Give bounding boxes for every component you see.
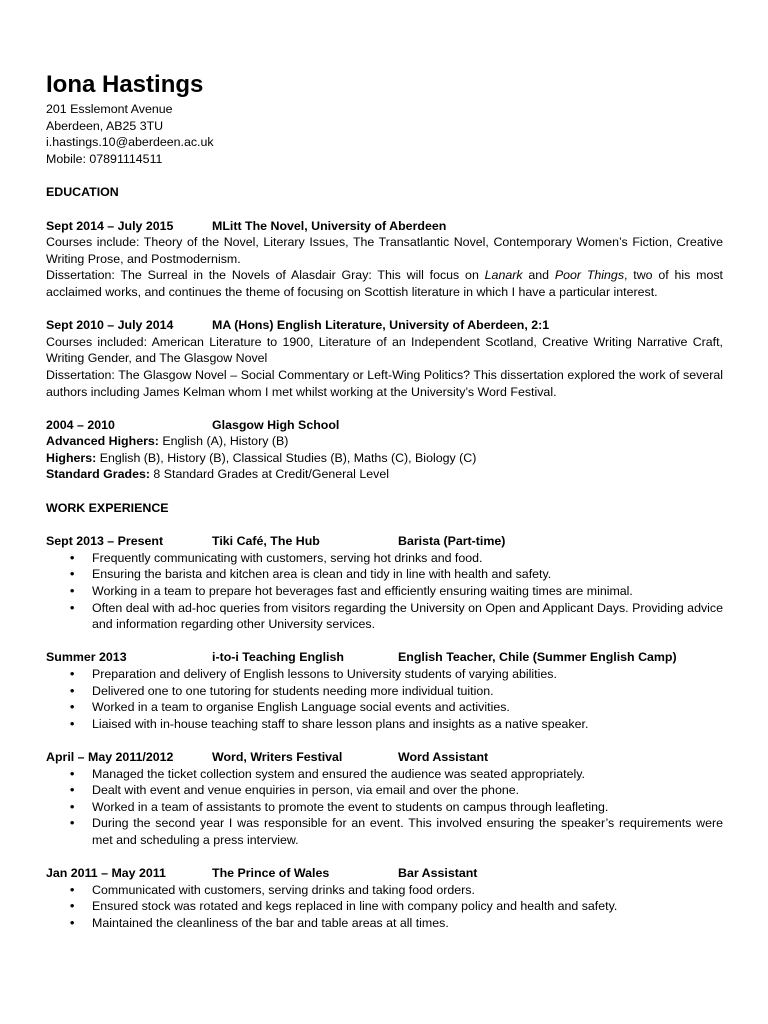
duty-list	[46, 550, 723, 633]
dissertation-text: , two of his most acclaimed works, and continues the theme of focusing on Scottish literature in which I have a particular interest.	[46, 268, 723, 299]
qualification-label: Highers:	[46, 450, 97, 465]
education-entry-ma	[46, 317, 723, 400]
list-item: • Often deal with ad-hoc queries from visitors regarding the University on Open and Applicant Days. Providing advice and information regarding other University services.	[46, 600, 723, 633]
entry-role: Barista (Part-time)	[398, 534, 506, 549]
qualification-grades: English (A), History (B)	[158, 434, 289, 449]
education-entry-school	[46, 417, 723, 483]
entry-header	[46, 533, 723, 550]
qualification-grades: 8 Standard Grades at Credit/General Level	[149, 467, 389, 482]
entry-degree: MLitt The Novel, University of Aberdeen	[212, 218, 447, 233]
list-item: • Ensured stock was rotated and kegs replaced in line with company policy and health and safety.	[46, 898, 723, 915]
entry-employer: i-to-i Teaching English	[212, 650, 344, 665]
entry-date: Sept 2013 – Present	[46, 534, 164, 549]
list-item: • Managed the ticket collection system and ensured the audience was seated appropriately.	[46, 766, 723, 783]
entry-date: Jan 2011 – May 2011	[46, 866, 166, 881]
highers	[46, 450, 723, 467]
address-line-2: Aberdeen, AB25 3TU	[46, 118, 164, 133]
work-experience-heading: WORK EXPERIENCE	[46, 501, 169, 516]
entry-header	[46, 865, 723, 882]
list-item: • Ensuring the barista and kitchen area is clean and tidy in line with health and safety.	[46, 566, 723, 583]
qualification-label: Advanced Highers:	[46, 434, 159, 449]
list-item: • Maintained the cleanliness of the bar and table areas at all times.	[46, 915, 723, 932]
entry-dissertation	[46, 267, 723, 300]
qualification-label: Standard Grades:	[46, 467, 150, 482]
entry-courses: Courses include: Theory of the Novel, Literary Issues, The Transatlantic Novel, Contemporary Women’s Fiction, Creative Writing Prose, and Postmodernism.	[46, 235, 723, 266]
qualification-grades: English (B), History (B), Classical Studies (B), Maths (C), Biology (C)	[96, 450, 477, 465]
list-item: • Communicated with customers, serving drinks and taking food orders.	[46, 882, 723, 899]
entry-header	[46, 749, 723, 766]
entry-role: Word Assistant	[398, 749, 489, 764]
entry-role: Bar Assistant	[398, 866, 478, 881]
duty-list	[46, 882, 723, 932]
mobile-number: Mobile: 07891114511	[46, 151, 163, 166]
entry-date: Sept 2010 – July 2014	[46, 318, 174, 333]
duty-list	[46, 666, 723, 732]
list-item: • Frequently communicating with customers, serving hot drinks and food.	[46, 550, 723, 567]
dissertation-text: Dissertation: The Surreal in the Novels of Alasdair Gray: This will focus on	[46, 268, 485, 283]
email-address: i.hastings.10@aberdeen.ac.uk	[46, 135, 214, 150]
contact-block	[46, 101, 723, 167]
advanced-highers	[46, 433, 723, 450]
list-item: • Dealt with event and venue enquiries in person, via email and over the phone.	[46, 782, 723, 799]
cv-content	[46, 70, 723, 932]
work-entry-tiki-cafe	[46, 533, 723, 633]
book-title-poor-things: Poor Things	[554, 268, 625, 283]
entry-header	[46, 218, 723, 235]
entry-employer: Tiki Café, The Hub	[212, 534, 320, 549]
applicant-name: Iona Hastings	[46, 71, 204, 98]
entry-header	[46, 317, 723, 334]
list-item: • Preparation and delivery of English lessons to University students of varying abilities.	[46, 666, 723, 683]
entry-date: Sept 2014 – July 2015	[46, 218, 174, 233]
entry-school-name: Glasgow High School	[212, 417, 340, 432]
entry-role: English Teacher, Chile (Summer English Camp)	[398, 650, 677, 665]
address-line-1: 201 Esslemont Avenue	[46, 102, 173, 116]
entry-header	[46, 417, 723, 434]
dissertation-text: and	[522, 268, 555, 283]
entry-degree: MA (Hons) English Literature, University of Aberdeen, 2:1	[212, 318, 550, 333]
book-title-lanark: Lanark	[484, 268, 523, 283]
list-item: • Working in a team to prepare hot beverages fast and efficiently ensuring waiting times are minimal.	[46, 583, 723, 600]
entry-dissertation: Dissertation: The Glasgow Novel – Social Commentary or Left-Wing Politics? This dissertation explored the work of several authors including James Kelman whom I met whilst working at the University’s Word Festival.	[46, 367, 723, 399]
education-heading: EDUCATION	[46, 185, 119, 200]
entry-date: April – May 2011/2012	[46, 749, 174, 764]
list-item: • Worked in a team of assistants to promote the event to students on campus through leafleting.	[46, 799, 723, 816]
entry-courses: Courses included: American Literature to 1900, Literature of an Independent Scotland, Creative Writing Narrative Craft, Writing Gender, and The Glasgow Novel	[46, 334, 723, 366]
entry-date: Summer 2013	[46, 650, 127, 665]
list-item: • Delivered one to one tutoring for students needing more individual tuition.	[46, 683, 723, 700]
entry-employer: Word, Writers Festival	[212, 749, 343, 764]
work-entry-prince-of-wales	[46, 865, 723, 931]
work-entry-word-festival	[46, 749, 723, 849]
entry-date: 2004 – 2010	[46, 417, 115, 432]
education-entry-mlitt	[46, 218, 723, 301]
list-item: • Worked in a team to organise English Language social events and activities.	[46, 699, 723, 716]
list-item: • During the second year I was responsible for an event. This involved ensuring the speaker’s requirements were met and scheduling a press interview.	[46, 815, 723, 848]
entry-employer: The Prince of Wales	[212, 866, 330, 881]
list-item: • Liaised with in-house teaching staff to share lesson plans and insights as a native speaker.	[46, 716, 723, 733]
standard-grades	[46, 466, 723, 483]
duty-list	[46, 766, 723, 849]
work-entry-i-to-i	[46, 649, 723, 732]
entry-header	[46, 649, 723, 666]
